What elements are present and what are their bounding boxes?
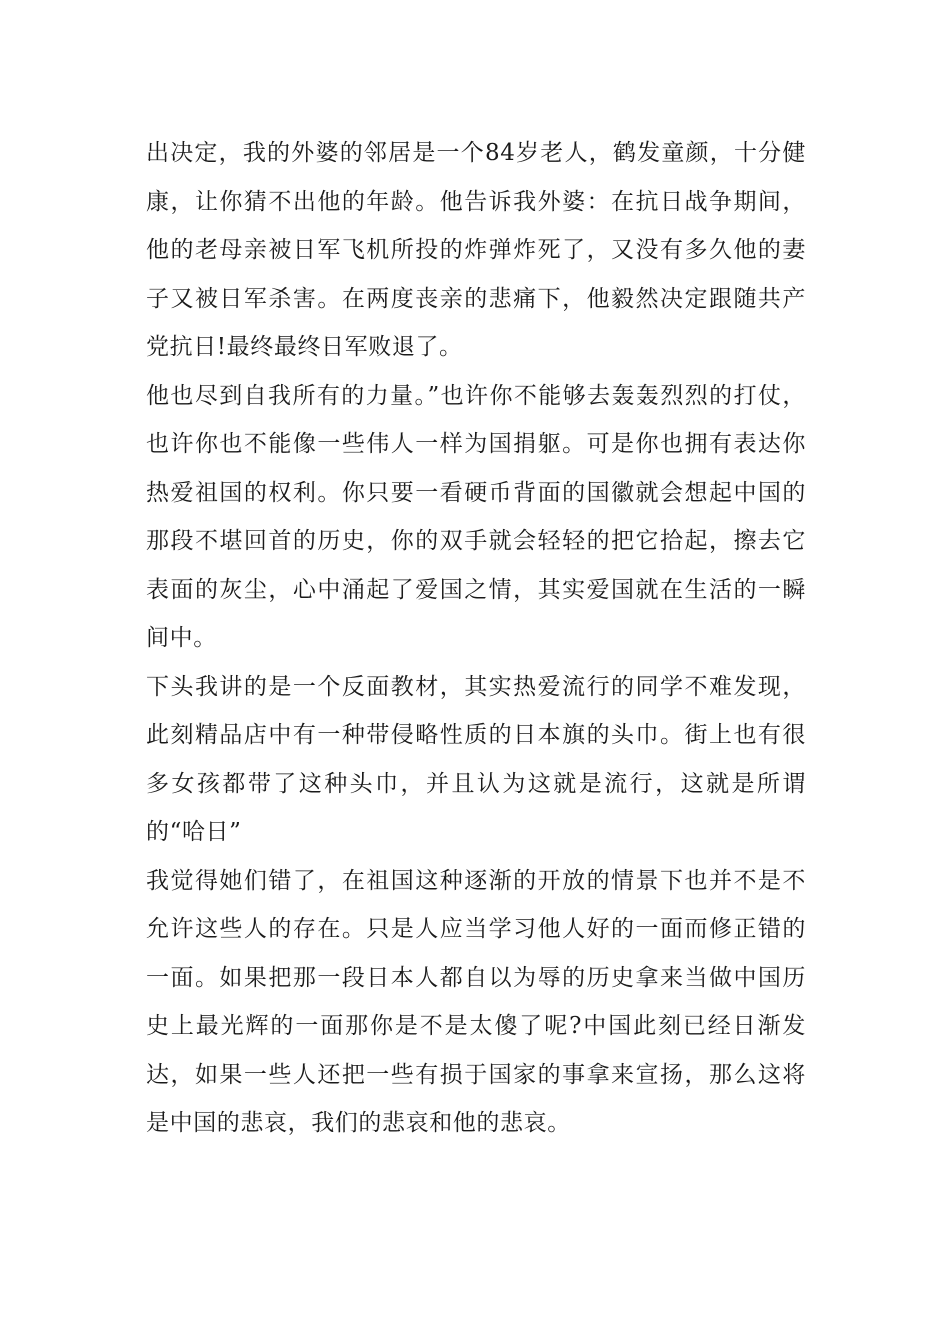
paragraph-1: 出决定，我的外婆的邻居是一个84岁老人，鹤发童颜，十分健康，让你猜不出他的年龄。他告诉我外婆：在抗日战争期间，他的老母亲被日军飞机所投的炸弹炸死了，又没有多久他的妻子又被日军杀害。在两度丧亲的悲痛下，他毅然决定跟随共产党抗日!最终最终日军败退了。 (146, 140, 806, 360)
document-body (146, 129, 806, 1148)
paragraph-2: 他也尽到自我所有的力量。”也许你不能够去轰轰烈烈的打仗，也许你也不能像一些伟人一样为国捐躯。可是你也拥有表达你热爱祖国的权利。你只要一看硬币背面的国徽就会想起中国的那段不堪回首的历史，你的双手就会轻轻的把它拾起，擦去它表面的灰尘，心中涌起了爱国之情，其实爱国就在生活的一瞬间中。 (146, 382, 806, 651)
paragraph-3: 下头我讲的是一个反面教材，其实热爱流行的同学不难发现，此刻精品店中有一种带侵略性质的日本旗的头巾。街上也有很多女孩都带了这种头巾，并且认为这就是流行，这就是所谓的“哈日” (146, 673, 806, 845)
paragraph-4: 我觉得她们错了，在祖国这种逐渐的开放的情景下也并不是不允许这些人的存在。只是人应当学习他人好的一面而修正错的一面。如果把那一段日本人都自以为辱的历史拿来当做中国历史上最光辉的一面那你是不是太傻了呢?中国此刻已经日渐发达，如果一些人还把一些有损于国家的事拿来宣扬，那么这将是中国的悲哀，我们的悲哀和他的悲哀。 (146, 867, 806, 1136)
